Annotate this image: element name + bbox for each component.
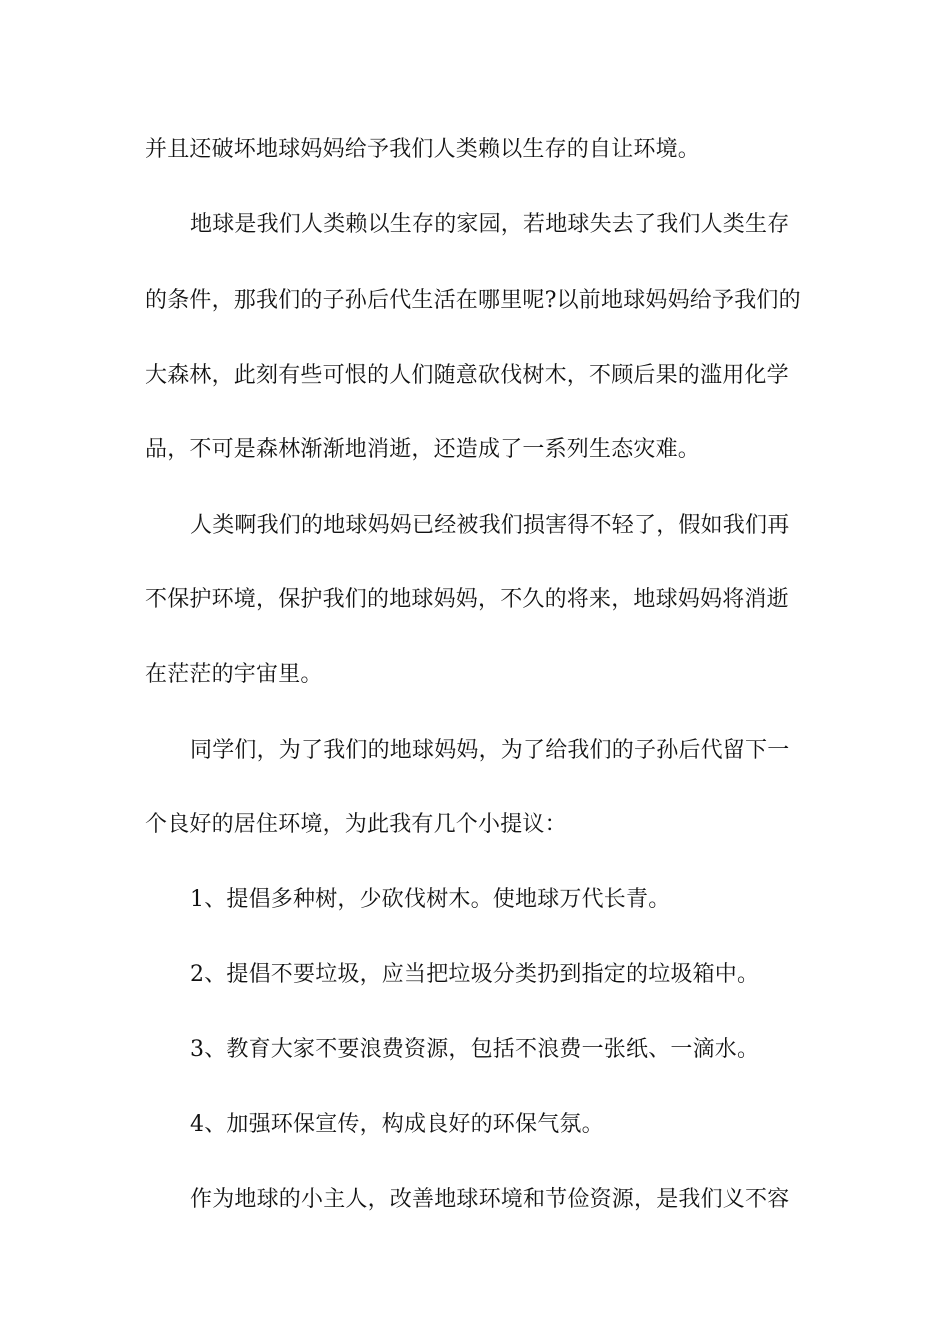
list-item-2: 2、提倡不要垃圾，应当把垃圾分类扔到指定的垃圾箱中。 [190,962,760,987]
text-line-4: 大森林，此刻有些可恨的人们随意砍伐树木，不顾后果的滥用化学 [145,363,789,388]
text-line-9: 同学们，为了我们的地球妈妈，为了给我们的子孙后代留下一 [190,738,790,763]
text-line-10: 个良好的居住环境，为此我有几个小提议： [145,812,567,837]
text-line-6: 人类啊我们的地球妈妈已经被我们损害得不轻了，假如我们再 [190,513,790,538]
list-item-3: 3、教育大家不要浪费资源，包括不浪费一张纸、一滴水。 [190,1037,760,1062]
text-line-2: 地球是我们人类赖以生存的家园，若地球失去了我们人类生存 [190,212,790,237]
list-item-4: 4、加强环保宣传，构成良好的环保气氛。 [190,1112,604,1137]
text-line-5: 品，不可是森林渐渐地消逝，还造成了一系列生态灾难。 [145,437,701,462]
list-item-1: 1、提倡多种树，少砍伐树木。使地球万代长青。 [190,887,671,912]
text-line-1: 并且还破坏地球妈妈给予我们人类赖以生存的自让环境。 [145,137,701,162]
text-line-7: 不保护环境，保护我们的地球妈妈，不久的将来，地球妈妈将消逝 [145,587,789,612]
text-line-15: 作为地球的小主人，改善地球环境和节俭资源，是我们义不容 [190,1187,790,1212]
text-line-3: 的条件，那我们的子孙后代生活在哪里呢?以前地球妈妈给予我们的 [145,288,801,313]
text-line-8: 在茫茫的宇宙里。 [145,662,323,687]
